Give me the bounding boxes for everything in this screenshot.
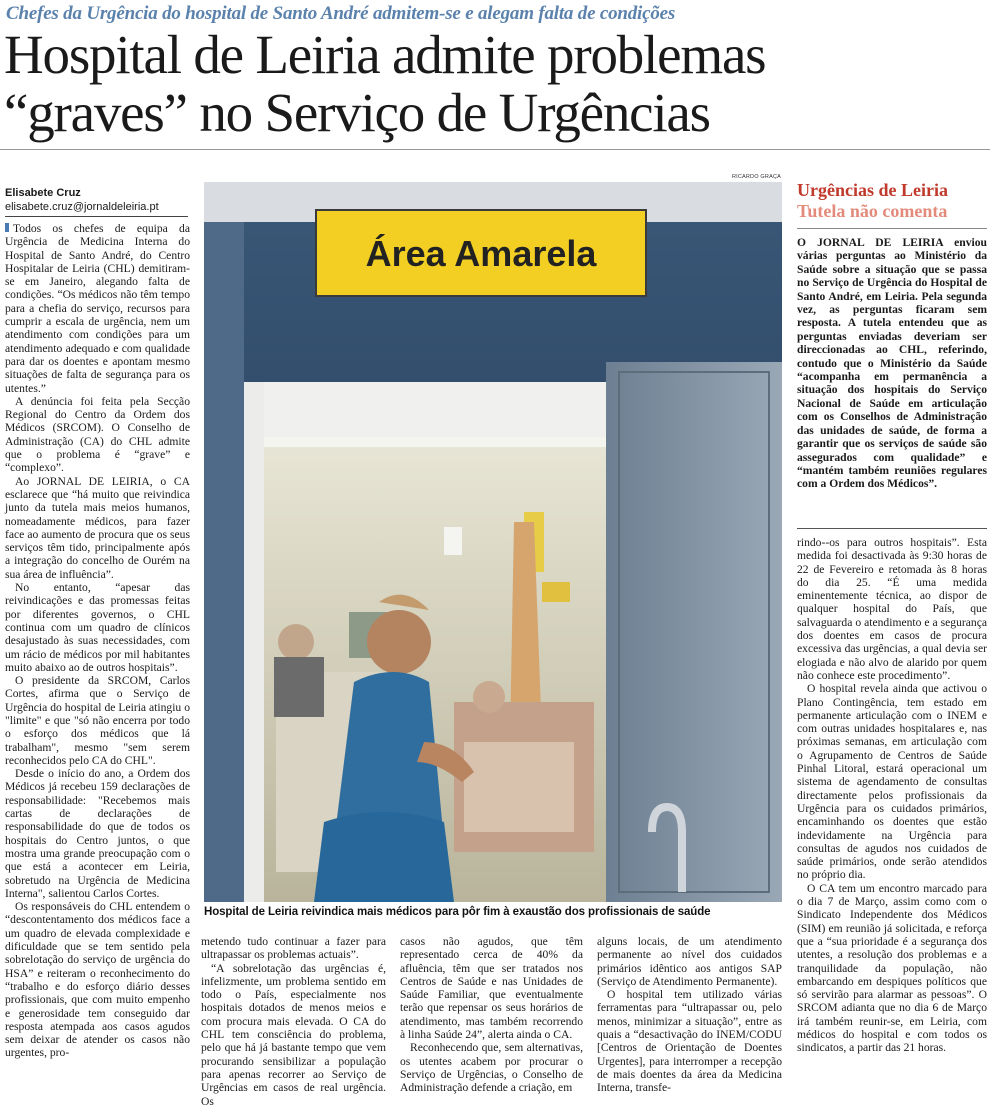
article-column-2 bbox=[201, 935, 386, 1108]
hospital-corridor-image bbox=[204, 182, 782, 902]
paragraph: “A sobrelotação das urgências é, infelizmente, um problema sentido em todo o País, especialmente nos hospitais dotados de menos meios e com procura mais elevada. O CA do CHL tem consciência do problema, pelo que há já bastante tempo que vem procurando sensibilizar a população para apenas recorrer ao Serviço de Urgências em casos de real urgência. Os bbox=[201, 961, 386, 1108]
paragraph: Desde o início do ano, a Ordem dos Médicos já recebeu 159 declarações de responsabilidade: "Recebemos mais cartas de declarações de responsabilidade do que de todos os hospitais do Centro juntos, o que mostra uma grande preocupação com o que está a acontecer em Leiria, sobretudo na Urgência de Medicina Interna", salientou Carlos Cortes. bbox=[5, 767, 190, 900]
paragraph: metendo tudo continuar a fazer para ultrapassar os problemas actuais”. bbox=[201, 935, 386, 962]
paragraph-marker-icon bbox=[5, 223, 9, 232]
photo-credit: RICARDO GRAÇA bbox=[731, 174, 781, 180]
byline-divider bbox=[5, 216, 188, 217]
paragraph: casos não agudos, que têm representado cerca de 40% da afluência, têm que ser tratados nos Centros de Saúde e nas Unidades de Saúde Familiar, que eventualmente terão que repensar os seus horários de atendimento, mas também recorrendo à linha Saúde 24”, alerta ainda o CA. bbox=[400, 935, 583, 1042]
sidebar-body: O JORNAL DE LEIRIA enviou várias perguntas ao Ministério da Saúde sobre a situação que se passa no Serviço de Urgência do Hospital de Santo André, em Leiria. Pela segunda vez, as perguntas ficaram sem resposta. A tutela entendeu que as perguntas enviadas deveriam ser direccionadas ao CHL, referindo, contudo que o Ministério da Saúde “acompanha em permanência a situação dos hospitais do Serviço Nacional de Saúde em articulação com os Conselhos de Administração das unidades de saúde, de forma a garantir que os serviços de saúde são assegurados com qualidade” e “mantém também reuniões regulares com a Ordem dos Médicos”. bbox=[797, 236, 987, 491]
sidebar-bottom-divider bbox=[797, 528, 987, 529]
paragraph: O CA tem um encontro marcado para o dia 7 de Março, assim como com o Sindicato Independente dos Médicos (SIM) em reunião já solicitada, e reforça que a “sua prioridade é a segurança dos utentes, a resolução dos problemas e a tranquilidade da população, não embarcando em despiques políticos que só servirão para alarmar as pessoas”. O SRCOM adianta que no dia 6 de Março irá também reunir-se, em Leiria, com médicos do hospital e com todos os sindicatos, a partir das 21 horas. bbox=[797, 881, 987, 1055]
sidebar-subtitle: Tutela não comenta bbox=[797, 201, 948, 221]
article-photo bbox=[204, 182, 782, 902]
paragraph: Reconhecendo que, sem alternativas, os utentes acabem por procurar o Serviço de Urgências, o Conselho de Administração defende a criação, em bbox=[400, 1041, 583, 1095]
photo-caption: Hospital de Leiria reivindica mais médicos para pôr fim à exaustão dos profissionais de saúde bbox=[204, 906, 711, 918]
paragraph: O hospital tem utilizado várias ferramentas para “ultrapassar ou, pelo menos, minimizar a situação”, entre as quais a “desactivação do INEM/CODU [Centros de Orientação de Doentes Urgentes], para interromper a recepção de mais doentes da área da Medicina Interna, transfe- bbox=[597, 988, 782, 1095]
paragraph: O presidente da SRCOM, Carlos Cortes, afirma que o Serviço de Urgência do hospital de Leiria atingiu o "limite" e que "só não encerra por todo o esforço dos médicos que lá trabalham", mesmo "sem serem reconhecidos pelo CA do CHL". bbox=[5, 674, 190, 767]
article-column-4 bbox=[597, 935, 782, 1095]
byline bbox=[5, 186, 190, 214]
header-divider bbox=[0, 149, 990, 150]
article-column-1 bbox=[5, 222, 190, 1060]
paragraph: rindo--os para outros hospitais”. Esta medida foi desactivada às 9:30 horas de 22 de Fevereiro e retomada às 8 horas do dia 25. “É uma medida eminentemente técnica, ao dispor de qualquer hospital do País, que salvaguarda o atendimento e a segurança dos doentes em casos de procura excessiva das urgências, a qual devia ser elogiada e não alvo de alarido por quem não conhece este procedimento”. bbox=[797, 536, 987, 682]
paragraph bbox=[5, 222, 190, 395]
paragraph: No entanto, “apesar das reivindicações e das promessas feitas por diferentes governos, o CHL continua com um quadro de clínicos desajustado às suas necessidades, com um rácio de médicos por mil habitantes muito abaixo ao de outros hospitais”. bbox=[5, 581, 190, 674]
author-name: Elisabete Cruz bbox=[5, 187, 81, 199]
paragraph: O hospital revela ainda que activou o Plano Contingência, tem estado em permanente articulação com o INEM e com outras unidades hospitalares e, nas próximas semanas, em articulação com o Agrupamento de Centros de Saúde Pinhal Litoral, estará operacional um sistema de agendamento de consultas directamente pelos profissionais da Urgência para os cuidados primários, encaminhando os doentes que estão indevidamente na Urgência para consultas de agudos nos cuidados de saúde primários, onde serão atendidos no próprio dia. bbox=[797, 682, 987, 882]
sidebar-title: Urgências de Leiria bbox=[797, 180, 948, 200]
kicker: Chefes da Urgência do hospital de Santo André admitem-se e alegam falta de condições bbox=[6, 3, 676, 24]
article-column-3 bbox=[400, 935, 583, 1095]
sidebar-divider bbox=[797, 228, 987, 229]
paragraph: Ao JORNAL DE LEIRIA, o CA esclarece que “há muito que reivindica junto da tutela mais meios humanos, nomeadamente médicos, para fazer face ao aumento de procura que os seus serviços têm tido, principalmente após a integração do concelho de Ourém na sua área de influência”. bbox=[5, 474, 190, 581]
article-column-5 bbox=[797, 536, 987, 1055]
headline-line-2: “graves” no Serviço de Urgências bbox=[4, 82, 710, 143]
paragraph-text: Todos os chefes de equipa da Urgência de Medicina Interna do Hospital de Santo André, do Centro Hospitalar de Leiria (CHL) demitiram-se em Janeiro, alegando falta de condições. “Os médicos não têm tempo para a chefia do serviço, recursos para cumprir a escala de urgência, nem um atendimento com condições para um atendimento adequado e com qualidade para dar os doentes e apontam mesmo situações de falta de segurança para os utentes.” bbox=[5, 222, 190, 395]
headline bbox=[4, 26, 986, 142]
paragraph: alguns locais, de um atendimento permanente ao nível dos cuidados primários idêntico aos antigos SAP (Serviço de Atendimento Permanente). bbox=[597, 935, 782, 988]
sign-text: Área Amarela bbox=[365, 233, 597, 274]
author-email: elisabete.cruz@jornaldeleiria.pt bbox=[5, 201, 159, 213]
paragraph: A denúncia foi feita pela Secção Regional do Centro da Ordem dos Médicos (SRCOM). O Conselho de Administração (CA) do CHL admite que o problema é “grave” e “complexo”. bbox=[5, 394, 190, 475]
headline-line-1: Hospital de Leiria admite problemas bbox=[4, 24, 766, 85]
paragraph: Os responsáveis do CHL entendem o “descontentamento dos médicos face a um quadro de elevada complexidade e dificuldade que se tem sentido pela sobrelotação do serviço de urgência do HSA” e reiteram o reconhecimento do “trabalho e do esforço diário desses profissionais, que com muito empenho e generosidade tem conseguido dar resposta atempada aos casos agudos sem deixar de atender os casos não urgentes, pro- bbox=[5, 900, 190, 1060]
